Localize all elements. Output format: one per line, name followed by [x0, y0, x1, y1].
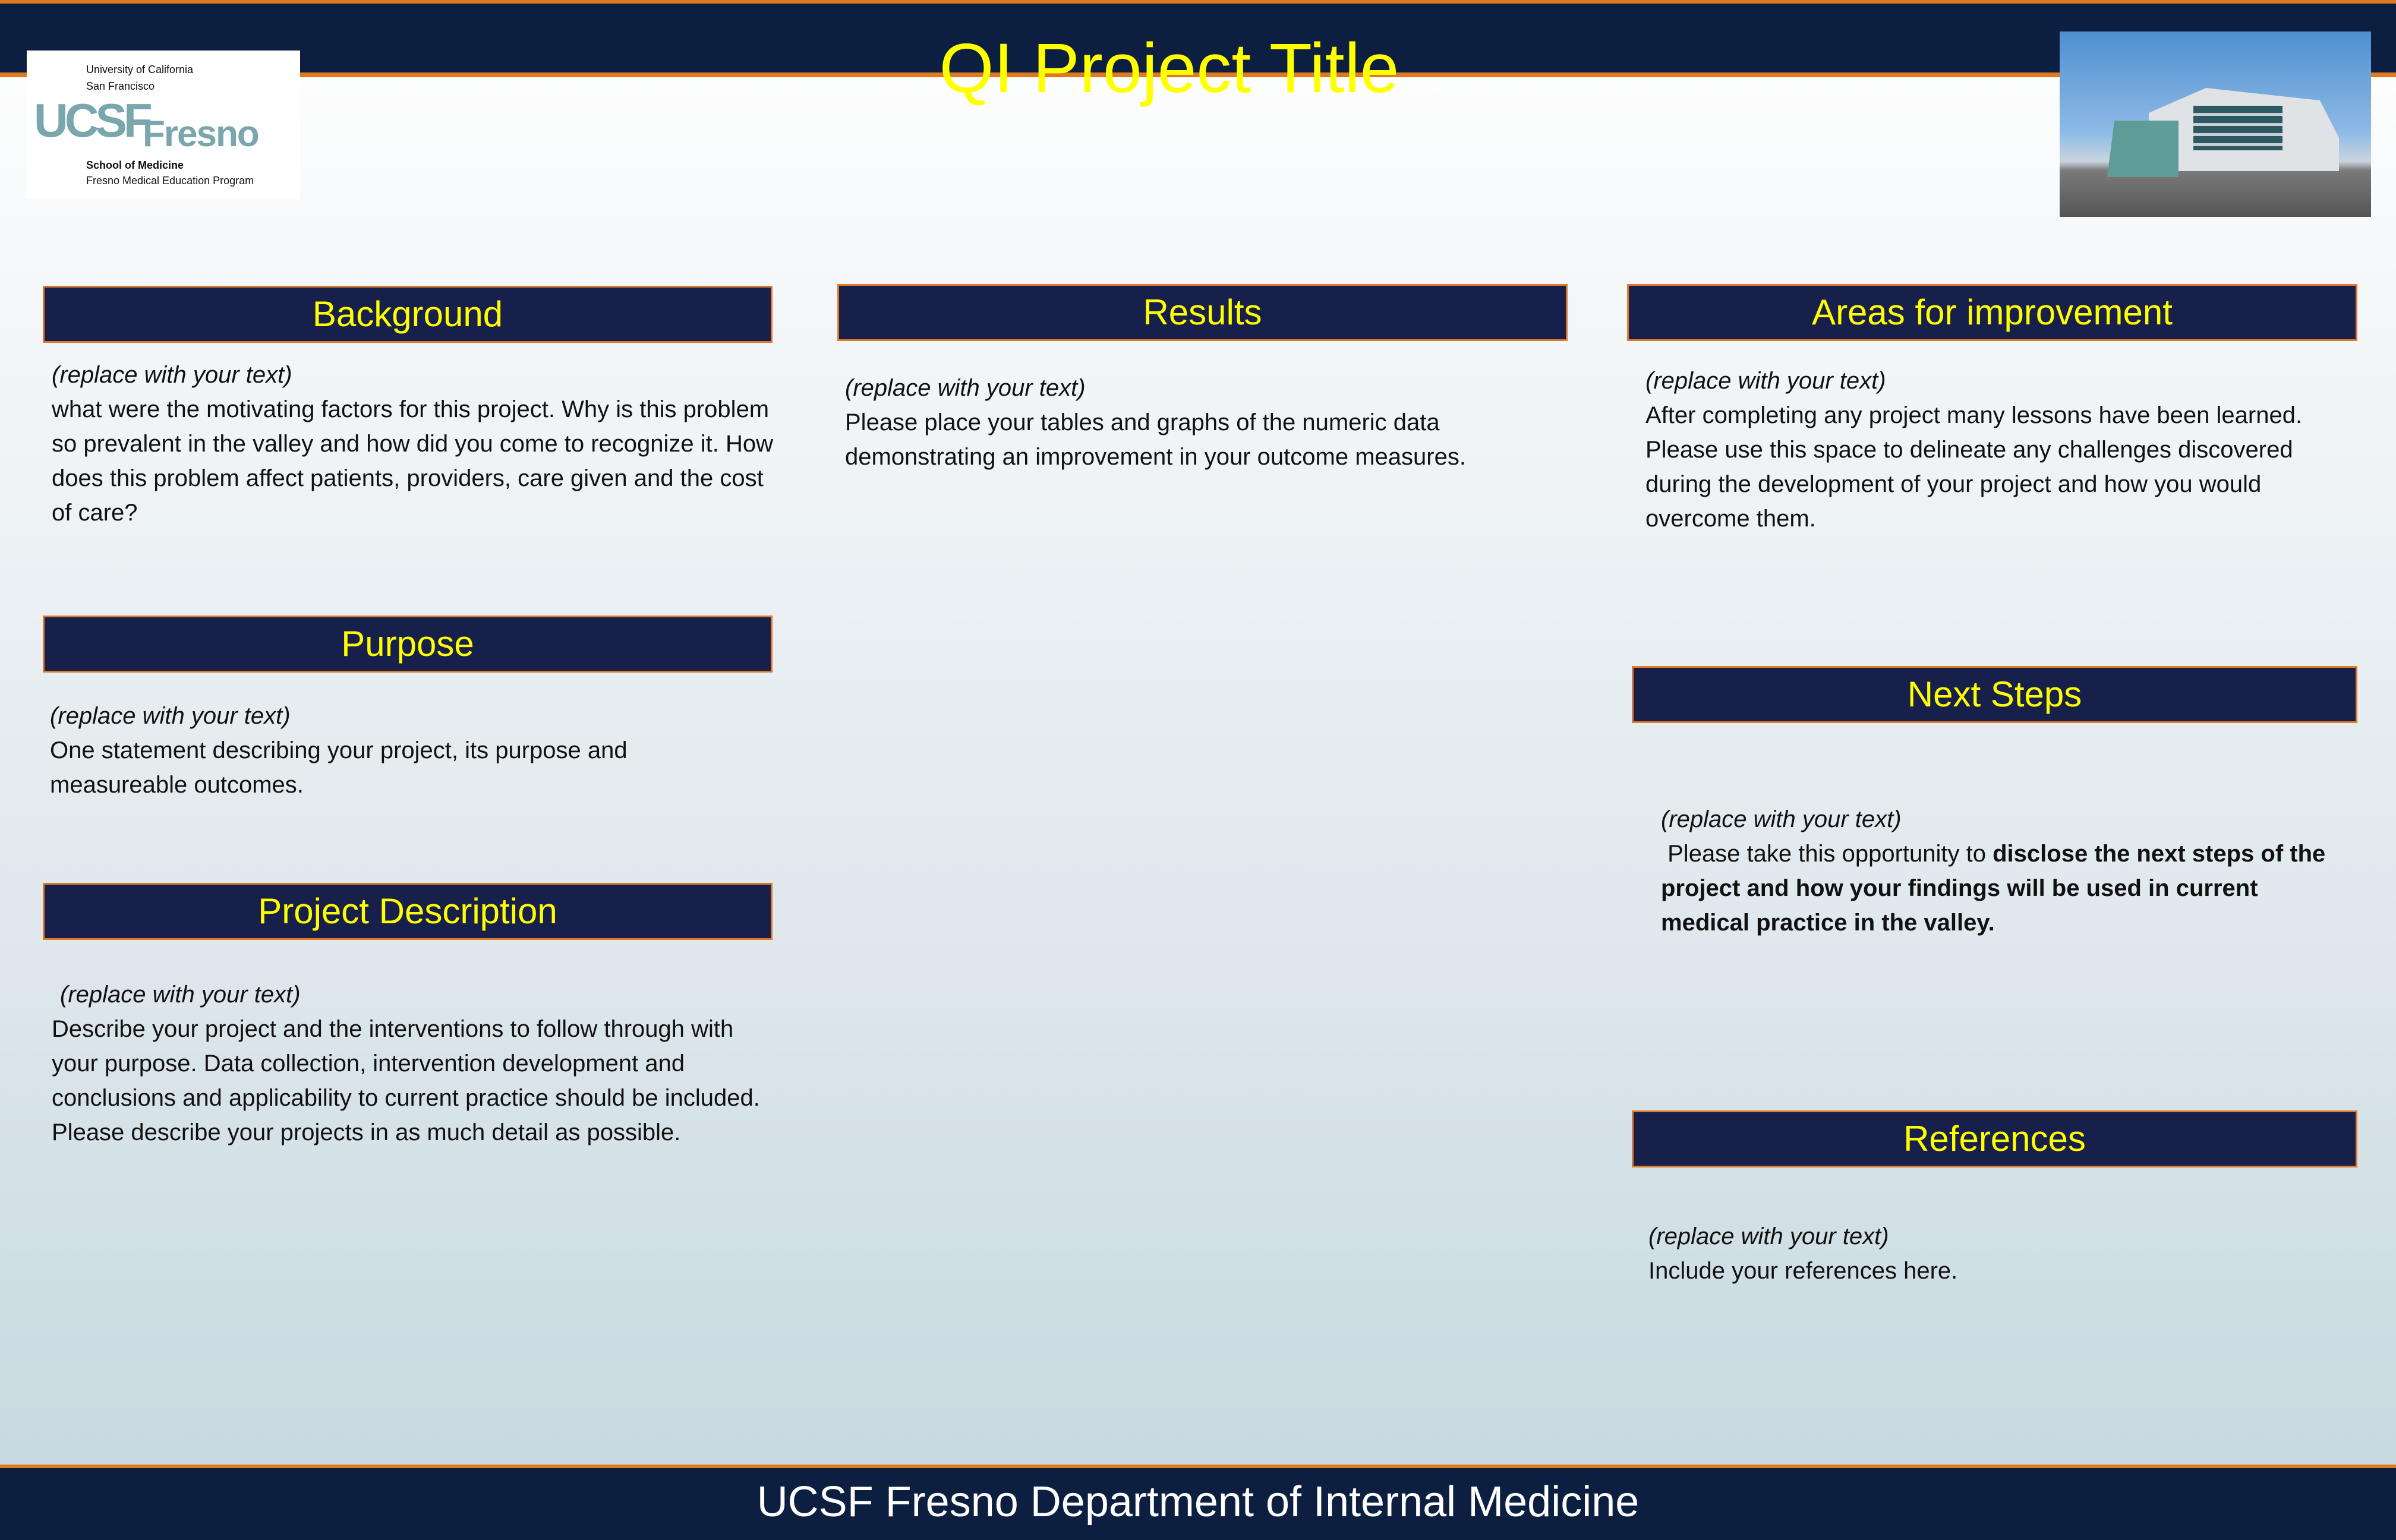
next-steps-placeholder: (replace with your text): [1661, 806, 1902, 832]
background-heading: Background: [43, 286, 773, 343]
logo-mark: UCSF: [34, 94, 149, 147]
logo-line-1: University of California: [86, 64, 194, 75]
poster-title: QI Project Title: [939, 29, 1399, 108]
references-placeholder: (replace with your text): [1648, 1223, 1889, 1249]
purpose-heading: Purpose: [43, 616, 773, 673]
next-steps-body-bold: disclose the next steps of the project and how your findings will be used in current medical practice in the valley.: [1661, 841, 2326, 936]
logo-line-3: School of Medicine: [86, 159, 184, 171]
results-placeholder: (replace with your text): [845, 375, 1086, 401]
references-body: Include your references here.: [1648, 1258, 1958, 1284]
areas-body: After completing any project many lessons have been learned. Please use this space to delineate any challenges discovered during the development of your project and how you would overcome them.: [1645, 402, 2303, 532]
logo-line-2: San Francisco: [86, 80, 155, 92]
next-steps-body-plain: Please take this opportunity to: [1667, 841, 1993, 867]
next-steps-text: [1661, 802, 2350, 940]
background-placeholder: (replace with your text): [52, 362, 292, 388]
footer-banner: [0, 1465, 2396, 1540]
background-text: [52, 358, 777, 530]
logo-line-4: Fresno Medical Education Program: [86, 175, 254, 187]
building-windows: [2193, 106, 2282, 150]
purpose-text: [50, 699, 733, 802]
project-description-placeholder: (replace with your text): [60, 982, 301, 1008]
purpose-placeholder: (replace with your text): [50, 703, 291, 729]
background-body: what were the motivating factors for this project. Why is this problem so prevalent in the valley and how did you come to recognize it. How does this problem affect patients, providers, care given and the cost of care?: [52, 396, 774, 526]
project-description-body: Describe your project and the interventions to follow through with your purpose. Data collection, intervention development and conclusions and applicability to current practice should be included. Please describe your projects in as much detail as possible.: [52, 1016, 760, 1145]
building-photo: [2060, 31, 2371, 217]
project-description-text: [52, 977, 777, 1150]
next-steps-heading: Next Steps: [1632, 666, 2357, 723]
areas-for-improvement-heading: Areas for improvement: [1627, 284, 2357, 341]
references-text: [1648, 1219, 2338, 1288]
results-text: [845, 371, 1564, 474]
logo-mark-fresno: Fresno: [143, 113, 258, 154]
next-steps-body: [1661, 837, 2350, 940]
purpose-body: One statement describing your project, its purpose and measureable outcomes.: [50, 737, 628, 798]
references-heading: References: [1632, 1110, 2357, 1167]
areas-for-improvement-text: [1645, 364, 2353, 536]
project-description-heading: Project Description: [43, 883, 773, 940]
building-glass: [2107, 121, 2179, 177]
footer-text: UCSF Fresno Department of Internal Medicine: [756, 1478, 1640, 1526]
ucsf-fresno-logo: [27, 51, 300, 199]
results-body: Please place your tables and graphs of the numeric data demonstrating an improvement in your outcome measures.: [845, 409, 1466, 470]
areas-placeholder: (replace with your text): [1645, 368, 1886, 394]
results-heading: Results: [837, 284, 1568, 341]
